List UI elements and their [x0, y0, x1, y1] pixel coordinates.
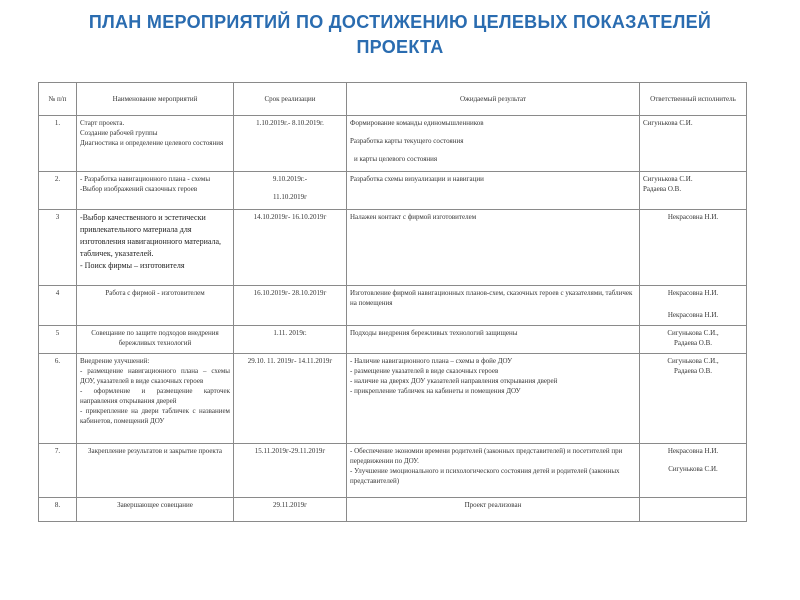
table-row: [39, 210, 747, 286]
header-term: Срок реализации: [234, 83, 347, 116]
owner-line: Сигунькова С.И.,: [667, 329, 719, 337]
term-line: 14.10.2019г- 16.10.2019г: [253, 213, 327, 221]
activity-line: Диагностика и определение целевого состояния: [80, 139, 224, 147]
header-number: № п/п: [39, 83, 77, 116]
header-activity: Наименование мероприятий: [77, 83, 234, 116]
row-activity: [77, 286, 234, 326]
row-term: [234, 444, 347, 498]
table-row: [39, 286, 747, 326]
result-line: Подходы внедрения бережливых технологий защищены: [350, 329, 518, 337]
row-term: [234, 286, 347, 326]
row-result: [347, 172, 640, 210]
row-number: 7.: [39, 444, 77, 498]
row-result: [347, 116, 640, 172]
activity-line: Работа с фирмой - изготовителем: [105, 289, 205, 297]
row-owner: [640, 210, 747, 286]
row-term: [234, 210, 347, 286]
row-number: 6.: [39, 354, 77, 444]
row-result: [347, 444, 640, 498]
activity-line: - размещение навигационного плана – схемы ДОУ, указателей в виде сказочных героев: [80, 367, 230, 385]
owner-line: Сигунькова С.И.: [668, 465, 718, 473]
row-owner: [640, 172, 747, 210]
activity-line: - Поиск фирмы – изготовителя: [80, 261, 185, 270]
row-number: 4: [39, 286, 77, 326]
row-activity: [77, 444, 234, 498]
row-result: [347, 326, 640, 354]
result-line: - размещение указателей в виде сказочных героев: [350, 367, 499, 375]
row-term: [234, 498, 347, 522]
row-number: 1.: [39, 116, 77, 172]
row-result: [347, 498, 640, 522]
row-owner: [640, 326, 747, 354]
result-line: - Улучшение эмоционального и психологического состояния детей и родителей (законных представителей): [350, 467, 620, 485]
activity-line: - оформление и размещение карточек направления открывания дверей: [80, 387, 230, 405]
plan-table: [38, 82, 747, 522]
row-activity: [77, 354, 234, 444]
activity-line: -Выбор изображений сказочных героев: [80, 185, 198, 193]
owner-line: Некрасовна Н.И.: [667, 447, 719, 455]
owner-line: Некрасовна Н.И.: [667, 289, 719, 297]
row-result: [347, 210, 640, 286]
row-owner: [640, 116, 747, 172]
term-line: 9.10.2019г.-: [272, 175, 308, 183]
row-number: 3: [39, 210, 77, 286]
row-number: 8.: [39, 498, 77, 522]
row-result: [347, 354, 640, 444]
row-owner: [640, 444, 747, 498]
row-term: [234, 172, 347, 210]
term-line: 1.11. 2019г.: [273, 329, 307, 337]
row-activity: [77, 172, 234, 210]
row-number: 5: [39, 326, 77, 354]
activity-line: Старт проекта.: [80, 119, 125, 127]
owner-line: Сигунькова С.И.: [643, 119, 693, 127]
result-line: - прикрепление табличек на кабинеты и помещения ДОУ: [350, 387, 521, 395]
owner-line: Радаева О.В.: [673, 367, 713, 375]
row-activity: [77, 116, 234, 172]
title-line-2: ПРОЕКТА: [356, 37, 444, 57]
table-row: [39, 326, 747, 354]
term-line: 1.10.2019г.- 8.10.2019г.: [256, 119, 324, 127]
term-line: 11.10.2019г: [272, 193, 308, 201]
owner-line: Радаева О.В.: [673, 339, 713, 347]
activity-line: - прикрепление на двери табличек с названием кабинетов, помещений ДОУ: [80, 407, 230, 425]
activity-line: Завершающее совещание: [117, 501, 193, 509]
owner-line: Некрасовна Н.И.: [667, 213, 719, 221]
term-line: 15.11.2019г-29.11.2019г: [254, 447, 326, 455]
term-line: 16.10.2019г- 28.10.2019г: [253, 289, 327, 297]
page-title: [60, 10, 740, 60]
result-line: Разработка карты текущего состояния: [350, 137, 464, 145]
owner-line: Некрасовна Н.И.: [667, 311, 719, 319]
result-line: - наличие на дверях ДОУ указателей направления открывания дверей: [350, 377, 558, 385]
header-owner: Ответственный исполнитель: [640, 83, 747, 116]
activity-line: Создание рабочей группы: [80, 129, 158, 137]
row-owner: [640, 286, 747, 326]
owner-line: Радаева О.В.: [643, 185, 682, 193]
row-term: [234, 326, 347, 354]
table-row: [39, 444, 747, 498]
result-line: и карты целевого состояния: [354, 155, 438, 163]
header-result: Ожидаемый результат: [347, 83, 640, 116]
result-line: Разработка схемы визуализации и навигации: [350, 175, 484, 183]
row-activity: [77, 498, 234, 522]
activity-line: Совещание по защите подходов внедрения бережливых технологий: [91, 329, 219, 347]
result-line: Проект реализован: [464, 501, 522, 509]
row-result: [347, 286, 640, 326]
owner-line: Сигунькова С.И.,: [667, 357, 719, 365]
activity-line: - Разработка навигационного плана - схемы: [80, 175, 211, 183]
term-line: 29.10. 11. 2019г- 14.11.2019г: [247, 357, 333, 365]
activity-line: -Выбор качественного и эстетически привлекательного материала для изготовления навигационного материала, табличек, указателей.: [80, 213, 222, 258]
result-line: Изготовление фирмой навигационных планов-схем, сказочных героев с указателями, табличек на помещения: [350, 289, 633, 307]
table-row: [39, 498, 747, 522]
activity-line: Закрепление результатов и закрытие проекта: [88, 447, 222, 455]
title-line-1: ПЛАН МЕРОПРИЯТИЙ ПО ДОСТИЖЕНИЮ ЦЕЛЕВЫХ ПОКАЗАТЕЛЕЙ: [88, 12, 712, 32]
activity-line: Внедрение улучшений:: [80, 357, 150, 365]
table-row: [39, 354, 747, 444]
row-number: 2.: [39, 172, 77, 210]
row-owner: [640, 498, 747, 522]
result-line: Формирование команды единомышленников: [350, 119, 484, 127]
term-line: 29.11.2019г: [272, 501, 308, 509]
result-line: - Наличие навигационного плана – схемы в фойе ДОУ: [350, 357, 513, 365]
row-activity: [77, 326, 234, 354]
row-activity: [77, 210, 234, 286]
table-header-row: [39, 83, 747, 116]
row-term: [234, 116, 347, 172]
table-row: [39, 172, 747, 210]
result-line: Налажен контакт с фирмой изготовителем: [350, 213, 477, 221]
table-row: [39, 116, 747, 172]
row-term: [234, 354, 347, 444]
owner-line: Сигунькова С.И.: [643, 175, 693, 183]
row-owner: [640, 354, 747, 444]
result-line: - Обеспечение экономии времени родителей (законных представителей) и посетителей при передвижении по ДОУ.: [350, 447, 623, 465]
